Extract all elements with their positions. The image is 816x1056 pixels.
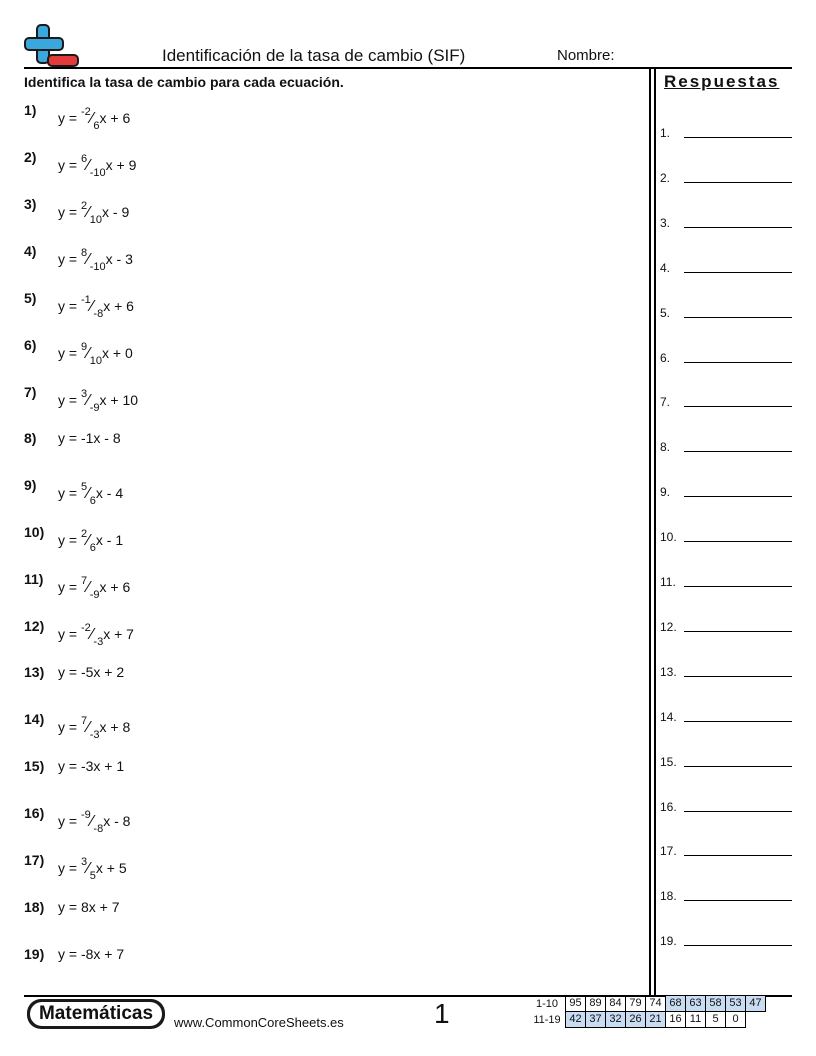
problem-number: 6) bbox=[24, 337, 37, 353]
equation bbox=[58, 715, 131, 741]
answer-line[interactable] bbox=[660, 120, 792, 140]
fraction-denominator: -10 bbox=[89, 166, 106, 179]
equation-rest: x - 1 bbox=[95, 532, 124, 548]
answer-number: 6. bbox=[660, 350, 671, 365]
fraction-denominator: 6 bbox=[93, 119, 100, 132]
answer-blank bbox=[684, 631, 792, 632]
fraction-numerator: 5 bbox=[80, 481, 88, 494]
problem-number: 4) bbox=[24, 243, 37, 259]
problem-number: 9) bbox=[24, 477, 37, 493]
problem-number: 18) bbox=[24, 899, 45, 915]
score-cell: 42 bbox=[565, 1011, 586, 1028]
equation-lhs: y = bbox=[58, 157, 81, 173]
equation bbox=[58, 575, 131, 601]
score-cell: 5 bbox=[705, 1011, 726, 1028]
fraction-slash: ⁄ bbox=[87, 204, 90, 221]
answer-line[interactable] bbox=[660, 883, 792, 903]
fraction-denominator: 10 bbox=[89, 213, 103, 226]
equation-lhs: y = bbox=[58, 110, 81, 126]
score-cell: 74 bbox=[645, 995, 666, 1012]
score-cell: 58 bbox=[705, 995, 726, 1012]
fraction-denominator: -3 bbox=[89, 728, 100, 741]
equation bbox=[58, 294, 134, 320]
score-cell: 16 bbox=[665, 1011, 686, 1028]
answer-number: 10. bbox=[660, 530, 677, 545]
problem-number: 1) bbox=[24, 102, 37, 118]
score-cell: 68 bbox=[665, 995, 686, 1012]
answer-blank bbox=[684, 676, 792, 677]
answer-blank bbox=[684, 227, 792, 228]
fraction-slash: ⁄ bbox=[87, 860, 90, 877]
problem-item bbox=[24, 102, 624, 142]
score-cell: 32 bbox=[605, 1011, 626, 1028]
answer-number: 7. bbox=[660, 395, 671, 410]
fraction-numerator: 7 bbox=[80, 715, 88, 728]
fraction-denominator: -3 bbox=[93, 635, 104, 648]
problem-number: 2) bbox=[24, 149, 37, 165]
fraction-denominator: 5 bbox=[89, 869, 96, 882]
equation-rest: x - 4 bbox=[95, 485, 124, 501]
problem-item bbox=[24, 524, 624, 564]
equation bbox=[58, 106, 131, 132]
score-cell: 26 bbox=[625, 1011, 646, 1028]
equation-rest: x + 6 bbox=[99, 110, 131, 126]
score-cell: 89 bbox=[585, 995, 606, 1012]
problem-number: 14) bbox=[24, 711, 45, 727]
fraction-numerator: 2 bbox=[80, 528, 88, 541]
problem-item bbox=[24, 899, 624, 939]
answer-line[interactable] bbox=[660, 434, 792, 454]
answer-number: 15. bbox=[660, 754, 677, 769]
equation bbox=[58, 856, 127, 882]
equation-lhs: y = bbox=[58, 626, 81, 642]
score-cell: 84 bbox=[605, 995, 626, 1012]
answer-number: 16. bbox=[660, 799, 677, 814]
equation-rest: x + 5 bbox=[95, 860, 127, 876]
problem-item bbox=[24, 805, 624, 845]
answer-number: 3. bbox=[660, 215, 671, 230]
problem-item bbox=[24, 852, 624, 892]
fraction-numerator: -1 bbox=[80, 294, 91, 307]
fraction-numerator: 7 bbox=[80, 575, 88, 588]
fraction-numerator: 6 bbox=[80, 153, 88, 166]
answer-line[interactable] bbox=[660, 255, 792, 275]
equation bbox=[58, 388, 139, 414]
problem-item bbox=[24, 758, 624, 798]
answer-line[interactable] bbox=[660, 704, 792, 724]
column-divider bbox=[654, 68, 656, 996]
score-cell: 11 bbox=[685, 1011, 706, 1028]
fraction-slash: ⁄ bbox=[90, 298, 94, 315]
equation bbox=[58, 200, 130, 226]
fraction-slash: ⁄ bbox=[87, 392, 90, 409]
equation-rest: x + 0 bbox=[102, 345, 133, 361]
answer-blank bbox=[684, 586, 792, 587]
answer-number: 19. bbox=[660, 934, 677, 949]
fraction-denominator: -9 bbox=[89, 588, 100, 601]
answer-blank bbox=[684, 317, 792, 318]
fraction-denominator: -9 bbox=[89, 401, 100, 414]
problem-number: 15) bbox=[24, 758, 45, 774]
equation bbox=[58, 341, 133, 367]
answer-number: 2. bbox=[660, 170, 671, 185]
equation-rest: x - 8 bbox=[103, 813, 131, 829]
problem-number: 12) bbox=[24, 618, 45, 634]
fraction-slash: ⁄ bbox=[87, 251, 90, 268]
answers-title: Respuestas bbox=[664, 72, 780, 91]
equation-lhs: y = bbox=[58, 485, 81, 501]
problem-item bbox=[24, 477, 624, 517]
answer-blank bbox=[684, 182, 792, 183]
answer-number: 13. bbox=[660, 664, 677, 679]
equation bbox=[58, 247, 133, 273]
problem-number: 5) bbox=[24, 290, 37, 306]
answer-blank bbox=[684, 945, 792, 946]
header-divider bbox=[24, 67, 792, 69]
brand-badge bbox=[27, 999, 165, 1029]
answer-blank bbox=[684, 496, 792, 497]
answer-line[interactable] bbox=[660, 165, 792, 185]
answer-number: 14. bbox=[660, 709, 677, 724]
problem-number: 3) bbox=[24, 196, 37, 212]
fraction-denominator: -10 bbox=[89, 260, 106, 273]
fraction-denominator: 6 bbox=[89, 541, 96, 554]
column-divider bbox=[649, 68, 651, 996]
equation: y = -5x + 2 bbox=[58, 664, 125, 680]
equation-rest: x + 10 bbox=[99, 392, 139, 408]
answer-line[interactable] bbox=[660, 524, 792, 544]
fraction-denominator: -8 bbox=[93, 822, 104, 835]
answer-blank bbox=[684, 272, 792, 273]
fraction-slash: ⁄ bbox=[87, 345, 90, 362]
fraction-numerator: 3 bbox=[80, 856, 88, 869]
score-cell: 21 bbox=[645, 1011, 666, 1028]
fraction-numerator: -2 bbox=[80, 106, 91, 119]
fraction-numerator: 3 bbox=[80, 388, 88, 401]
fraction-slash: ⁄ bbox=[87, 579, 90, 596]
problem-number: 19) bbox=[24, 946, 45, 962]
equation-rest: x - 9 bbox=[102, 204, 130, 220]
equation-lhs: y = bbox=[58, 298, 81, 314]
answer-line[interactable] bbox=[660, 794, 792, 814]
problem-number: 16) bbox=[24, 805, 45, 821]
problem-item bbox=[24, 430, 624, 470]
answer-number: 11. bbox=[660, 575, 676, 589]
answer-number: 1. bbox=[660, 126, 671, 140]
score-cell: 79 bbox=[625, 995, 646, 1012]
answer-blank bbox=[684, 721, 792, 722]
fraction-slash: ⁄ bbox=[87, 719, 90, 736]
problem-number: 11) bbox=[24, 571, 44, 587]
answer-blank bbox=[684, 451, 792, 452]
answer-number: 18. bbox=[660, 889, 677, 904]
fraction-slash: ⁄ bbox=[90, 813, 94, 830]
equation-lhs: y = bbox=[58, 813, 81, 829]
equation: y = -1x - 8 bbox=[58, 430, 121, 446]
score-cell: 37 bbox=[585, 1011, 606, 1028]
equation-lhs: y = bbox=[58, 251, 81, 267]
fraction-numerator: 8 bbox=[80, 247, 88, 260]
equation-lhs: y = bbox=[58, 345, 81, 361]
problem-item bbox=[24, 664, 624, 704]
answer-number: 8. bbox=[660, 440, 671, 455]
score-cell: 0 bbox=[725, 1011, 746, 1028]
problem-number: 10) bbox=[24, 524, 45, 540]
equation-lhs: y = bbox=[58, 392, 81, 408]
equation-lhs: y = bbox=[58, 860, 81, 876]
answer-blank bbox=[684, 137, 792, 138]
score-range-label: 11-19 bbox=[533, 1014, 561, 1026]
equation-lhs: y = bbox=[58, 532, 81, 548]
answer-line[interactable] bbox=[660, 479, 792, 499]
fraction-denominator: -8 bbox=[93, 307, 104, 320]
answer-number: 9. bbox=[660, 485, 671, 500]
answer-line[interactable] bbox=[660, 749, 792, 769]
equation: y = -3x + 1 bbox=[58, 758, 125, 774]
score-row bbox=[528, 996, 766, 1012]
equation: y = -8x + 7 bbox=[58, 946, 125, 962]
answer-blank bbox=[684, 811, 792, 812]
fraction-denominator: 10 bbox=[89, 354, 103, 367]
fraction-slash: ⁄ bbox=[87, 157, 90, 174]
problem-number: 8) bbox=[24, 430, 37, 446]
answer-number: 12. bbox=[660, 619, 677, 634]
answer-line[interactable] bbox=[660, 345, 792, 365]
problem-item bbox=[24, 337, 624, 377]
fraction-slash: ⁄ bbox=[87, 532, 90, 549]
equation-lhs: y = bbox=[58, 204, 81, 220]
fraction-numerator: 2 bbox=[80, 200, 88, 213]
fraction-numerator: 9 bbox=[80, 341, 88, 354]
answer-line[interactable] bbox=[660, 569, 792, 589]
brand-label: Matemáticas bbox=[30, 1002, 162, 1026]
score-cell: 47 bbox=[745, 995, 766, 1012]
problem-item bbox=[24, 571, 624, 611]
problem-item bbox=[24, 618, 624, 658]
score-cell: 95 bbox=[565, 995, 586, 1012]
problem-item bbox=[24, 196, 624, 236]
score-table bbox=[528, 996, 766, 1028]
equation bbox=[58, 153, 137, 179]
fraction-slash: ⁄ bbox=[87, 485, 90, 502]
equation bbox=[58, 481, 124, 507]
answer-line[interactable] bbox=[660, 300, 792, 320]
answer-line[interactable] bbox=[660, 838, 792, 858]
problem-number: 17) bbox=[24, 852, 45, 868]
answer-blank bbox=[684, 406, 792, 407]
answer-number: 4. bbox=[660, 260, 671, 275]
equation-lhs: y = bbox=[58, 719, 81, 735]
answer-blank bbox=[684, 541, 792, 542]
equation bbox=[58, 622, 134, 648]
equation bbox=[58, 528, 124, 554]
answer-line[interactable] bbox=[660, 659, 792, 679]
site-url: www.CommonCoreSheets.es bbox=[174, 1015, 344, 1030]
name-label: Nombre: bbox=[557, 47, 615, 64]
problem-number: 13) bbox=[24, 664, 45, 680]
score-row bbox=[528, 1012, 766, 1028]
logo-icon bbox=[24, 24, 80, 68]
score-range-label: 1-10 bbox=[535, 998, 559, 1010]
answer-line[interactable] bbox=[660, 389, 792, 409]
equation bbox=[58, 809, 131, 835]
answer-blank bbox=[684, 900, 792, 901]
problem-item bbox=[24, 149, 624, 189]
equation-lhs: y = bbox=[58, 579, 81, 595]
fraction-denominator: 6 bbox=[89, 494, 96, 507]
problem-item bbox=[24, 946, 624, 986]
equation-rest: x + 8 bbox=[99, 719, 131, 735]
score-cell: 63 bbox=[685, 995, 706, 1012]
fraction-slash: ⁄ bbox=[90, 626, 94, 643]
page-number: 1 bbox=[434, 998, 450, 1029]
equation-rest: x + 6 bbox=[103, 298, 134, 314]
equation-rest: x + 6 bbox=[99, 579, 131, 595]
equation-rest: x + 9 bbox=[105, 157, 137, 173]
answer-line[interactable] bbox=[660, 928, 792, 948]
fraction-numerator: -2 bbox=[80, 622, 91, 635]
fraction-numerator: -9 bbox=[80, 809, 91, 822]
answer-line[interactable] bbox=[660, 210, 792, 230]
problem-item bbox=[24, 243, 624, 283]
answer-blank bbox=[684, 855, 792, 856]
answer-number: 5. bbox=[660, 305, 671, 320]
score-cell: 53 bbox=[725, 995, 746, 1012]
instructions: Identifica la tasa de cambio para cada ecuación. bbox=[24, 74, 344, 90]
problem-number: 7) bbox=[24, 384, 37, 400]
answer-number: 17. bbox=[660, 844, 677, 859]
problem-item bbox=[24, 290, 624, 330]
equation-rest: x + 7 bbox=[103, 626, 134, 642]
answer-blank bbox=[684, 766, 792, 767]
fraction-slash: ⁄ bbox=[90, 110, 94, 127]
page-title: Identificación de la tasa de cambio (SIF) bbox=[162, 46, 466, 65]
equation: y = 8x + 7 bbox=[58, 899, 120, 915]
problem-item bbox=[24, 384, 624, 424]
answer-line[interactable] bbox=[660, 614, 792, 634]
answer-blank bbox=[684, 362, 792, 363]
equation-rest: x - 3 bbox=[105, 251, 133, 267]
problem-item bbox=[24, 711, 624, 751]
